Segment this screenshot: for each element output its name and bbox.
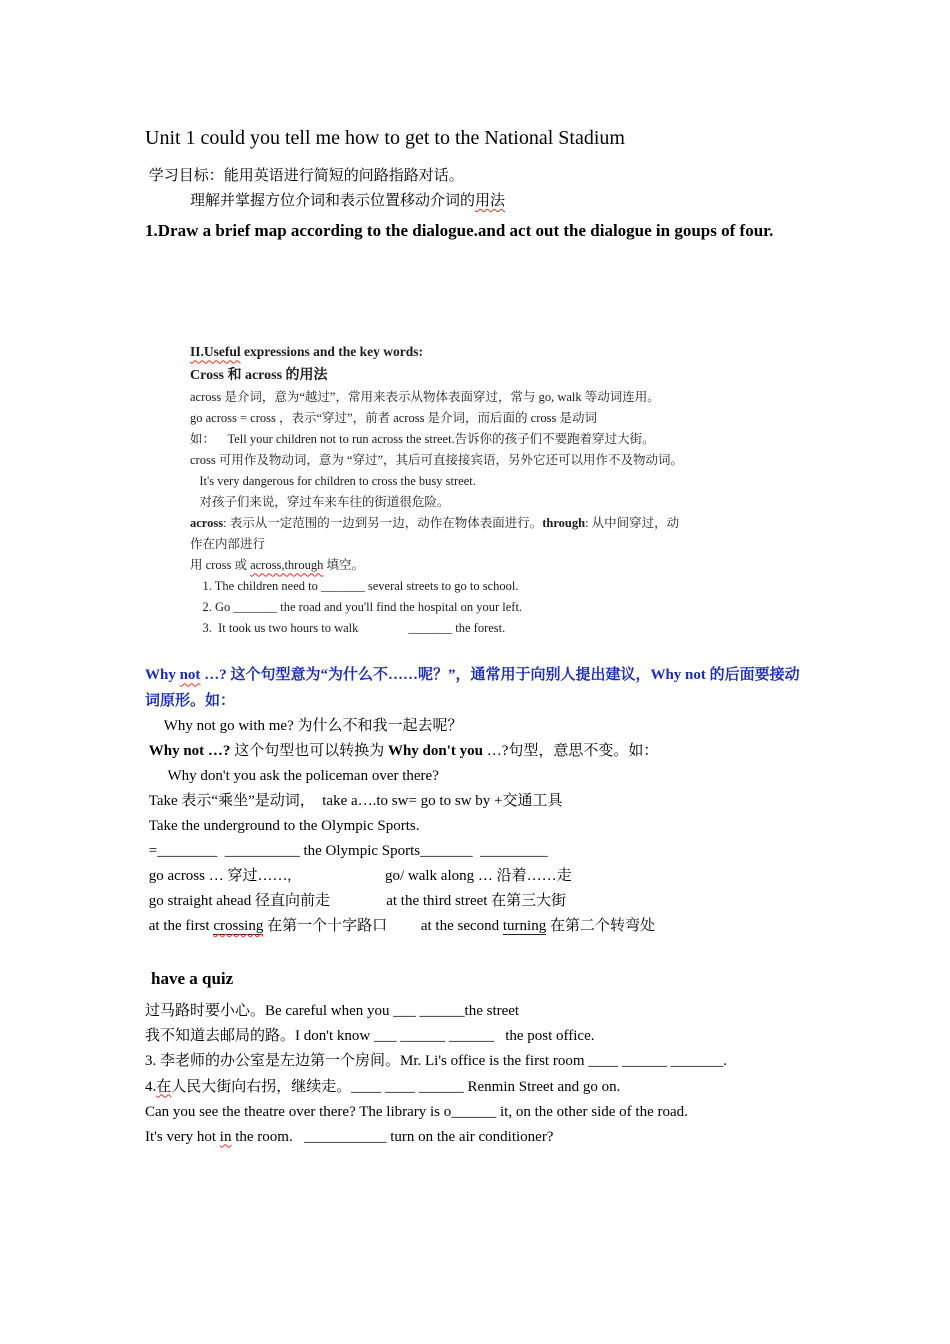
text-segment: 4. (145, 1078, 157, 1095)
text-segment: =________ __________ the Olympic Sports_______ _________ (145, 842, 548, 859)
text-segment: across (190, 516, 224, 531)
text-segment: 在第二个转弯处 (546, 917, 655, 934)
text-segment: 用 cross 或 (190, 558, 251, 573)
text-line (151, 965, 810, 993)
text-segment: across 是介词，意为“越过”，常用来表示从物体表面穿过，常与 go, walk 等动词连用。 (190, 390, 660, 405)
text-segment: Take the underground to the Olympic Sports. (145, 817, 420, 834)
text-segment: 填空。 (323, 558, 364, 573)
text-segment: the room. ___________ turn on the air conditioner? (231, 1128, 554, 1145)
text-line (190, 387, 810, 408)
text-line (145, 764, 810, 789)
text-line (145, 189, 810, 214)
document-title: Unit 1 could you tell me how to get to the National Stadium (145, 127, 625, 149)
text-segment: 作在内部进行 (190, 537, 266, 552)
text-segment: across,through (250, 558, 324, 573)
text-segment: It's very dangerous for children to cross the busy street. (190, 474, 476, 489)
text-segment: Why not go with me? 为什么不和我一起去呢？ (145, 717, 463, 734)
text-line (190, 597, 810, 618)
text-line (190, 341, 810, 364)
text-segment: 2. Go _______ the road and you'll find the hospital on your left. (190, 600, 523, 615)
text-segment: 人民大街向右拐，继续走。____ ____ ______ Renmin Street and go on. (171, 1078, 621, 1095)
quiz (145, 965, 810, 1150)
text-line (190, 408, 810, 429)
text-segment: 3. It took us two hours to walk _______ the forest. (190, 621, 506, 636)
text-segment: at the first (145, 917, 214, 934)
text-line (145, 1024, 810, 1049)
text-line (145, 1075, 810, 1100)
text-segment: Cross 和 across 的用法 (190, 367, 328, 383)
text-segment: 对孩子们来说，穿过车来车往的街道很危险。 (190, 495, 450, 510)
text-line (145, 864, 810, 889)
text-line (190, 555, 810, 576)
text-segment: 学习目标：能用英语进行简短的问路指路对话。 (145, 168, 464, 184)
text-segment: go straight ahead 径直向前走 at the third street 在第三大街 (145, 892, 567, 909)
text-segment: 3. 李老师的办公室是左边第一个房间。Mr. Li's office is the first room ____ ______ _______. (145, 1053, 727, 1070)
document-body (145, 164, 810, 1150)
text-line (190, 492, 810, 513)
text-segment: 用法 (475, 192, 506, 209)
text-line (145, 889, 810, 914)
text-segment: 这个句型也可以转换为 (230, 742, 388, 759)
task-heading (145, 218, 810, 244)
text-line (190, 429, 810, 450)
text-line (190, 618, 810, 639)
text-segment: 过马路时要小心。Be careful when you ___ ______the street (145, 1003, 520, 1020)
text-segment: turning (502, 917, 547, 934)
text-line (145, 1100, 810, 1125)
text-line (145, 218, 810, 244)
text-segment: cross 可用作及物动词，意为 “穿过”，其后可直接接宾语，另外它还可以用作不及物动词。 (190, 453, 684, 468)
why-not-notes (145, 663, 810, 939)
text-line (145, 999, 810, 1024)
text-segment: …? 这个句型意为“为什么不……呢？”，通常用于向别人提出建议，Why not 的后面要接动词原形。如： (145, 667, 800, 709)
text-line (145, 164, 810, 189)
text-segment: go across = cross ，表示“穿过”，前者 across 是介词，而后面的 cross 是动词 (190, 411, 598, 426)
text-segment: II.Useful (190, 344, 241, 360)
text-segment: Why don't you ask the policeman over there? (145, 767, 439, 784)
text-segment: 1.Draw a brief map according to the dialogue.and act out the dialogue in goups of four. (145, 220, 774, 240)
text-segment: go across … 穿过……, go/ walk along … 沿着……走 (145, 867, 572, 884)
text-segment: have a quiz (151, 968, 234, 988)
text-segment: Why (145, 667, 180, 684)
text-segment: 在第一个十字路口 at the second (263, 917, 503, 934)
text-line (190, 450, 810, 471)
text-segment: Take 表示“乘坐”是动词， take a….to sw= go to sw by +交通工具 (145, 792, 563, 809)
text-segment: : 从中间穿过，动 (585, 516, 680, 531)
text-line (190, 576, 810, 597)
text-segment: Why don't you (387, 742, 483, 759)
text-segment: expressions and the key words: (240, 344, 424, 360)
text-segment: …?句型，意思不变。如： (483, 742, 659, 759)
text-segment: through (542, 516, 586, 531)
text-segment: 我不知道去邮局的路。I don't know ___ ______ ______ the post office. (145, 1028, 595, 1045)
text-line (145, 789, 810, 814)
learning-objectives (145, 164, 810, 214)
text-line (190, 364, 810, 388)
text-segment: crossing (213, 917, 264, 934)
text-line (145, 814, 810, 839)
text-segment: 1. The children need to _______ several streets to go to school. (190, 579, 519, 594)
text-line (190, 471, 810, 492)
text-segment: Why not …? (145, 742, 231, 759)
text-line (145, 1049, 810, 1074)
text-segment: 如： Tell your children not to run across the street.告诉你的孩子们不要跑着穿过大街。 (190, 432, 655, 447)
text-segment: It's very hot (145, 1128, 220, 1145)
text-segment: not (179, 667, 201, 684)
text-line (145, 714, 810, 739)
map-drawing-space (145, 243, 810, 341)
text-line (145, 1125, 810, 1150)
text-segment: in (219, 1128, 232, 1145)
text-line (190, 513, 810, 534)
text-segment: Can you see the theatre over there? The library is o______ it, on the other side of the road. (145, 1103, 688, 1120)
text-segment: 理解并掌握方位介词和表示位置移动介词的 (145, 192, 476, 209)
text-segment: : 表示从一定范围的一边到另一边，动作在物体表面进行。 (223, 516, 543, 531)
useful-expressions (190, 341, 810, 639)
text-line (190, 534, 810, 555)
text-line (145, 739, 810, 764)
text-line (145, 914, 810, 939)
text-segment: 在 (156, 1078, 172, 1095)
text-line (145, 839, 810, 864)
text-line (145, 663, 810, 713)
